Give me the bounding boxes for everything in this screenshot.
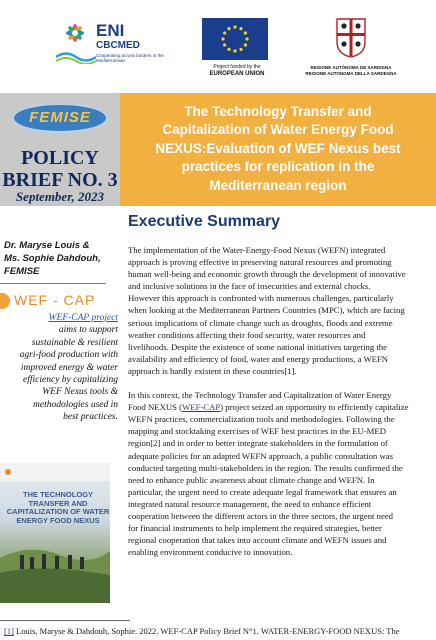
- text-fragment: ) project seized an opportunity to efficiently capitalize: [220, 402, 409, 413]
- executive-summary-body: [128, 244, 436, 570]
- text-line: integrated natural resource management, the need to enhance efficient: [128, 498, 372, 509]
- wefcap-project-link[interactable]: WEF-CAP project: [48, 313, 118, 323]
- project-desc-line: methodologies used in: [33, 399, 118, 410]
- footnote: [4, 626, 436, 636]
- sardinia-line-1: REGIONE AUTÒNOMA DE SARDIGNA: [310, 65, 392, 70]
- project-desc-line: best practices.: [63, 412, 118, 423]
- eu-flag-icon: [202, 18, 268, 60]
- eni-flower-icon: [60, 18, 90, 48]
- footnote-divider: [0, 620, 130, 621]
- text-line: livelihoods. Despite the existence of some national initiatives targeting the: [128, 341, 387, 352]
- text-line: regional cooperation that takes into account climate and WEFN issues and: [128, 535, 387, 546]
- project-desc-line: WEF Nexus tools &: [42, 387, 118, 398]
- eni-name: ENI: [96, 21, 125, 40]
- eni-program: CBCMED: [96, 40, 140, 51]
- femise-logo-text: FEMISE: [29, 109, 91, 126]
- text-line: enabling environment conducive to innovation.: [128, 547, 293, 558]
- policy-brief-title-line-1: POLICY: [21, 147, 99, 169]
- text-line: weather conditions affecting their food security, water resources and: [128, 329, 366, 340]
- eni-cbcmed-logo: [56, 16, 166, 80]
- header-logos: [0, 0, 436, 90]
- project-desc-line: efficiency by capitalizing: [23, 375, 118, 386]
- project-desc-line: sustainable & resilient: [31, 337, 118, 348]
- section-heading: Executive Summary: [128, 213, 281, 230]
- eu-caption-2: EUROPEAN UNION: [209, 71, 265, 77]
- text-line: particular, the urgent need to create adequate legal framework that ensures an: [128, 486, 397, 497]
- sardinia-line-2: REGIONE AUTONOMA DELLA SARDEGNA: [305, 71, 397, 76]
- project-description: [0, 312, 118, 424]
- text-line: WEFN practices, commercialization tools and methodologies. Following the: [128, 414, 395, 425]
- text-line: mapping and stocktaking exercises of WEF best practices in the EU-MED: [128, 426, 386, 437]
- text-line: In this context, the Technology Transfer and Capitalization of Water Energy: [128, 390, 392, 401]
- wefcap-logo-text: WEF - CAP: [14, 292, 96, 308]
- project-desc-line: improved energy & water: [20, 362, 118, 373]
- eu-logo: [200, 18, 274, 82]
- eni-tagline: Cooperating across borders in the Mediterranean: [96, 53, 164, 63]
- femise-logo: [12, 103, 108, 133]
- text-line: need to enhance public awareness about climate change and WEFN. In: [128, 474, 375, 485]
- sun-icon: [0, 293, 10, 309]
- sardinia-logo: [298, 18, 404, 82]
- authors: [4, 239, 118, 278]
- title-line: Capitalization of Water Energy Food: [162, 122, 394, 138]
- eni-wave-icon: [56, 50, 96, 64]
- sardinia-shield-icon: [336, 18, 366, 58]
- policy-brief-title-line-2: BRIEF NO. 3: [2, 169, 118, 191]
- cover-title: THE TECHNOLOGY TRANSFER AND CAPITALIZATION OF WATER ENERGY FOOD NEXUS: [6, 490, 110, 525]
- project-desc-line: agri-food production with: [19, 350, 118, 361]
- cover-landscape-icon: [0, 463, 110, 603]
- title-line: NEXUS:Evaluation of WEF Nexus best: [155, 140, 401, 156]
- text-line: cooperation between the different actors in the three sectors, the urgent need: [128, 510, 394, 521]
- text-line: approach is hardly existent in these countries[1].: [128, 365, 297, 376]
- policy-brief-date: September, 2023: [15, 189, 105, 204]
- sidebar-divider: [0, 283, 106, 284]
- title-line: The Technology Transfer and: [184, 104, 372, 119]
- text-fragment: Food NEXUS (: [128, 402, 183, 413]
- text-line: human well-being and economic growth through the development of innovative: [128, 269, 406, 280]
- text-line: serious implications of climate change such as droughts, floods and extreme: [128, 317, 393, 328]
- author-line-1: Dr. Maryse Louis &: [4, 240, 90, 251]
- title-line: practices for replication in the: [181, 159, 375, 175]
- sidebar: [0, 93, 120, 603]
- policy-brief-box: [0, 93, 120, 206]
- report-cover-image: [0, 463, 110, 603]
- policy-brief-title: [0, 147, 120, 191]
- wefcap-logo: [0, 291, 120, 311]
- title-banner: [120, 93, 436, 206]
- text-line: for financial instruments to help implement the required strategies, better: [128, 523, 382, 534]
- paragraph-1: [128, 244, 436, 377]
- text-line: However this approach is confronted with numerous challenges, particularly: [128, 293, 394, 304]
- text-line: and inclusive solutions in the face of insecurities and external chocks.: [128, 281, 371, 292]
- wefcap-inline-link[interactable]: WEF-CAP: [182, 402, 221, 413]
- text-line: conducted targeting multi-stakeholders in the region. The results confirmed the: [128, 462, 403, 473]
- author-line-2: Ms. Sophie Dahdouh,: [4, 253, 101, 264]
- eu-caption-1: Project funded by the: [213, 64, 261, 70]
- text-line: availability and efficiency of food, water and energy productions, a WEFN: [128, 353, 389, 364]
- footnote-ref-link[interactable]: [1]: [4, 626, 14, 636]
- text-line: region[2] and in order to better integrate stakeholders in the formulation of: [128, 438, 388, 449]
- paragraph-2: [128, 389, 436, 558]
- text-line: The implementation of the Water-Energy-Food Nexus (WEFN) integrated: [128, 245, 386, 255]
- text-line: adequate policies for an adapted WEFN approach, a public consultation was: [128, 450, 393, 461]
- footnote-text: Louis, Maryse & Dahdouh, Sophie. 2022. WEF-CAP Policy Brief N°1. WATER-ENERGY-FOOD NEXUS: The: [13, 626, 400, 636]
- title-line: Mediterranean region: [209, 177, 347, 193]
- text-line: approach is proving effective in preserving natural resources and promoting: [128, 257, 392, 268]
- author-line-3: FEMISE: [4, 266, 40, 277]
- text-line: when looking at the Mediterranean Partners Countries (MPC), which are facing: [128, 305, 405, 316]
- text-line: [128, 401, 436, 413]
- policy-brief-main-title: [128, 103, 428, 195]
- project-desc-line: aims to support: [58, 325, 118, 336]
